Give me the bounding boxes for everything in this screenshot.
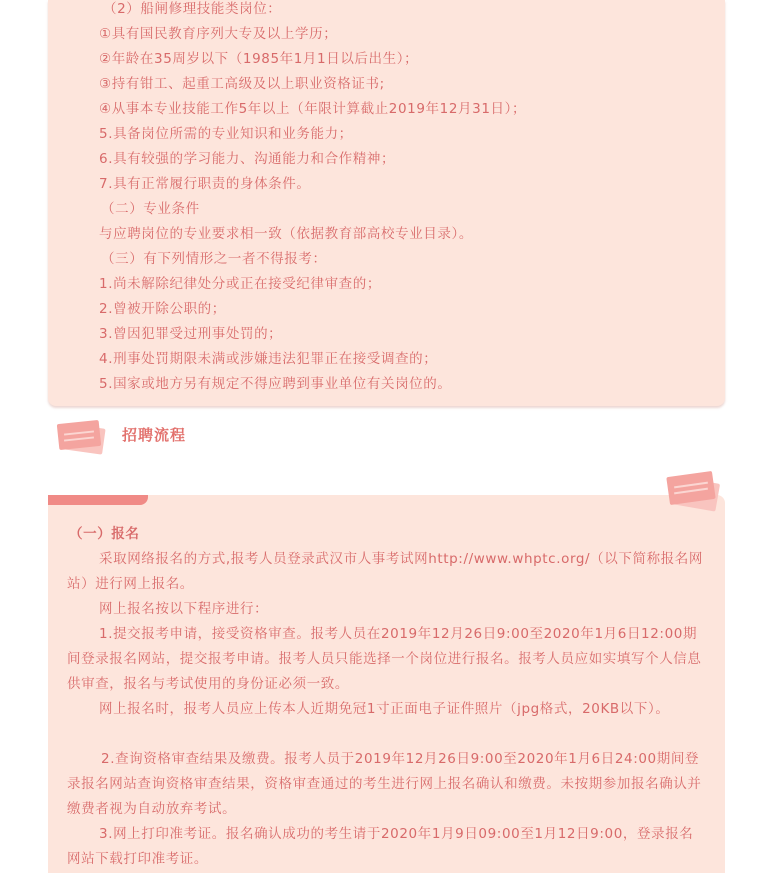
process-panel bbox=[48, 495, 725, 873]
paragraph: 网上报名时，报考人员应上传本人近期免冠1寸正面电子证件照片（jpg格式，20KB以下）。 bbox=[99, 701, 670, 717]
subheading-major: （二）专业条件 bbox=[101, 201, 200, 217]
paragraph: 3.网上打印准考证。报名确认成功的考生请于2020年1月9日09:00至1月12日9:00，登录报名网站下载打印准考证。 bbox=[67, 826, 694, 867]
text-line: 1.尚未解除纪律处分或正在接受纪律审查的； bbox=[99, 276, 381, 292]
paragraph: 2.查询资格审查结果及缴费。报考人员于2019年12月26日9:00至2020年1月6日24:00期间登录报名网站查询资格审查结果，资格审查通过的考生进行网上报名确认和缴费。未按期参加报名确认并缴费者视为自动放弃考试。 bbox=[67, 751, 702, 817]
text-line: 3.曾因犯罪受过刑事处罚的； bbox=[99, 326, 283, 342]
paragraph: 采取网络报名的方式,报考人员登录武汉市人事考试网http://www.whptc.org/（以下简称报名网站）进行网上报名。 bbox=[67, 551, 703, 592]
envelope-icon bbox=[58, 420, 106, 454]
text-line: 5.国家或地方另有规定不得应聘到事业单位有关岗位的。 bbox=[99, 376, 452, 392]
text-line: 6.具有较强的学习能力、沟通能力和合作精神； bbox=[99, 151, 396, 167]
envelope-icon bbox=[666, 472, 722, 512]
text-line: ④从事本专业技能工作5年以上（年限计算截止2019年12月31日）； bbox=[99, 101, 527, 117]
text-line: ①具有国民教育序列大专及以上学历； bbox=[99, 26, 338, 42]
text-line: 与应聘岗位的专业要求相一致（依据教育部高校专业目录）。 bbox=[99, 226, 473, 242]
subheading-registration: （一）报名 bbox=[69, 526, 140, 542]
text-line: ②年龄在35周岁以下（1985年1月1日以后出生）； bbox=[99, 51, 419, 67]
conditions-panel bbox=[48, 0, 725, 406]
text-line: 4.刑事处罚期限未满或涉嫌违法犯罪正在接受调查的； bbox=[99, 351, 438, 367]
text-line: （2）船闸修理技能类岗位： bbox=[103, 1, 282, 17]
text-line: ③持有钳工、起重工高级及以上职业资格证书; bbox=[99, 76, 385, 92]
subheading-exclusions: （三）有下列情形之一者不得报考： bbox=[101, 251, 327, 267]
text-line: 2.曾被开除公职的； bbox=[99, 301, 226, 317]
paragraph: 1.提交报考申请，接受资格审查。报考人员在2019年12月26日9:00至2020年1月6日12:00期间登录报名网站，提交报考申请。报考人员只能选择一个岗位进行报名。报考人员应如实填写个人信息供审查，报名与考试使用的身份证必须一致。 bbox=[67, 626, 702, 692]
text-line: 5.具备岗位所需的专业知识和业务能力； bbox=[99, 126, 353, 142]
section-title: 招聘流程 bbox=[122, 426, 187, 444]
panel-tab-accent bbox=[48, 495, 148, 505]
text-line: 7.具有正常履行职责的身体条件。 bbox=[99, 176, 311, 192]
paragraph: 网上报名按以下程序进行： bbox=[99, 601, 269, 617]
